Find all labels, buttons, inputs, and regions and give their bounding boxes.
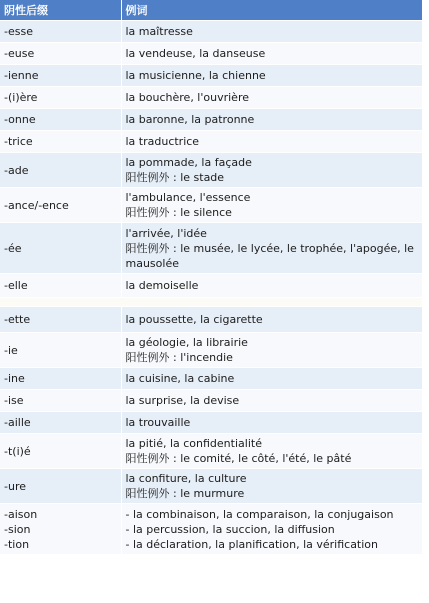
table-row <box>0 307 422 333</box>
example-text: la géologie, la librairie <box>125 336 248 349</box>
example-cell <box>121 153 422 188</box>
table-row <box>0 153 422 188</box>
suffix-text: -t(i)é <box>4 444 31 458</box>
example-cell <box>121 109 422 131</box>
suffix-cell <box>0 504 121 555</box>
example-cell <box>121 390 422 412</box>
suffix-cell <box>0 412 121 434</box>
suffix-cell <box>0 109 121 131</box>
table-body <box>0 21 422 555</box>
suffix-cell <box>0 333 121 368</box>
example-text: la demoiselle <box>125 279 199 292</box>
suffix-cell <box>0 188 121 223</box>
suffix-text: -ie <box>4 343 18 357</box>
example-cell <box>121 21 422 43</box>
example-text: la musicienne, la chienne <box>125 69 266 82</box>
suffix-text: -euse <box>4 47 35 60</box>
example-cell <box>121 223 422 274</box>
masculine-exception-text: 阳性例外 : le musée, le lycée, le trophée, l'apogée, le mausolée <box>125 241 414 270</box>
example-cell <box>121 274 422 298</box>
example-cell <box>121 43 422 65</box>
example-text: l'ambulance, l'essence <box>125 191 251 204</box>
masculine-exception-text: 阳性例外 : le murmure <box>125 487 245 500</box>
table-row <box>0 43 422 65</box>
example-cell <box>121 333 422 368</box>
suffix-text: -(i)ère <box>4 91 38 104</box>
table-row <box>0 390 422 412</box>
example-text: la bouchère, l'ouvrière <box>125 91 249 104</box>
example-text: la pommade, la façade <box>125 156 252 169</box>
masculine-exception-text: 阳性例外 : l'incendie <box>125 351 233 364</box>
example-text: - la percussion, la succion, la diffusion <box>125 522 335 536</box>
table-row <box>0 368 422 390</box>
table-row <box>0 274 422 298</box>
example-cell <box>121 87 422 109</box>
suffix-text: -onne <box>4 113 36 126</box>
table-row <box>0 333 422 368</box>
header-example: 例词 <box>121 0 422 21</box>
suffix-text: -ance/-ence <box>4 198 69 212</box>
table-row <box>0 65 422 87</box>
example-text: la surprise, la devise <box>125 394 240 407</box>
example-text: la vendeuse, la danseuse <box>125 47 266 60</box>
section-gap-cell <box>0 298 422 307</box>
header-row <box>0 0 422 21</box>
section-gap <box>0 298 422 307</box>
example-cell <box>121 188 422 223</box>
table-row <box>0 504 422 555</box>
example-cell <box>121 504 422 555</box>
suffix-text: -ure <box>4 479 26 493</box>
header-suffix: 阴性后缀 <box>0 0 121 21</box>
table-row <box>0 87 422 109</box>
table-row <box>0 223 422 274</box>
suffix-cell <box>0 87 121 109</box>
suffix-text: -ise <box>4 394 24 407</box>
example-text: la poussette, la cigarette <box>125 313 263 326</box>
suffix-text: -elle <box>4 279 28 292</box>
suffix-cell <box>0 368 121 390</box>
example-text: l'arrivée, l'idée <box>125 226 207 240</box>
suffix-text: -esse <box>4 25 33 38</box>
example-cell <box>121 131 422 153</box>
example-cell <box>121 469 422 504</box>
example-text: la confiture, la culture <box>125 472 247 485</box>
example-cell <box>121 412 422 434</box>
suffix-text: -aison <box>4 507 38 521</box>
suffix-cell <box>0 21 121 43</box>
suffix-text: -sion <box>4 522 31 536</box>
example-text: la maîtresse <box>125 25 193 38</box>
suffix-cell <box>0 469 121 504</box>
masculine-exception-text: 阳性例外 : le comité, le côté, l'été, le pâté <box>125 452 352 465</box>
suffix-text: -aille <box>4 416 31 429</box>
table-row <box>0 434 422 469</box>
masculine-exception-text: 阳性例外 : le stade <box>125 171 225 184</box>
table-row <box>0 469 422 504</box>
example-text: la cuisine, la cabine <box>125 372 235 385</box>
suffix-text: -trice <box>4 135 33 148</box>
example-text: - la déclaration, la planification, la vérification <box>125 537 379 551</box>
suffix-cell <box>0 390 121 412</box>
example-cell <box>121 434 422 469</box>
suffix-cell <box>0 131 121 153</box>
suffix-text: -ette <box>4 313 31 326</box>
example-text: la pitié, la confidentialité <box>125 437 262 450</box>
suffix-text: -ine <box>4 372 25 385</box>
suffix-text: -tion <box>4 537 30 551</box>
suffix-cell <box>0 434 121 469</box>
example-text: la baronne, la patronne <box>125 113 255 126</box>
suffix-text: -ienne <box>4 69 39 82</box>
example-text: la trouvaille <box>125 416 191 429</box>
suffix-cell <box>0 153 121 188</box>
suffix-cell <box>0 274 121 298</box>
suffix-cell <box>0 223 121 274</box>
masculine-exception-text: 阳性例外 : le silence <box>125 206 232 219</box>
table-row <box>0 188 422 223</box>
table-row <box>0 131 422 153</box>
example-cell <box>121 368 422 390</box>
suffix-cell <box>0 65 121 87</box>
table-row <box>0 412 422 434</box>
example-cell <box>121 307 422 333</box>
suffix-text: -ade <box>4 163 29 177</box>
suffix-text: -ée <box>4 241 22 255</box>
example-text: - la combinaison, la comparaison, la conjugaison <box>125 507 394 521</box>
example-cell <box>121 65 422 87</box>
table-row <box>0 109 422 131</box>
table-row <box>0 21 422 43</box>
suffix-cell <box>0 307 121 333</box>
example-text: la traductrice <box>125 135 200 148</box>
suffix-cell <box>0 43 121 65</box>
